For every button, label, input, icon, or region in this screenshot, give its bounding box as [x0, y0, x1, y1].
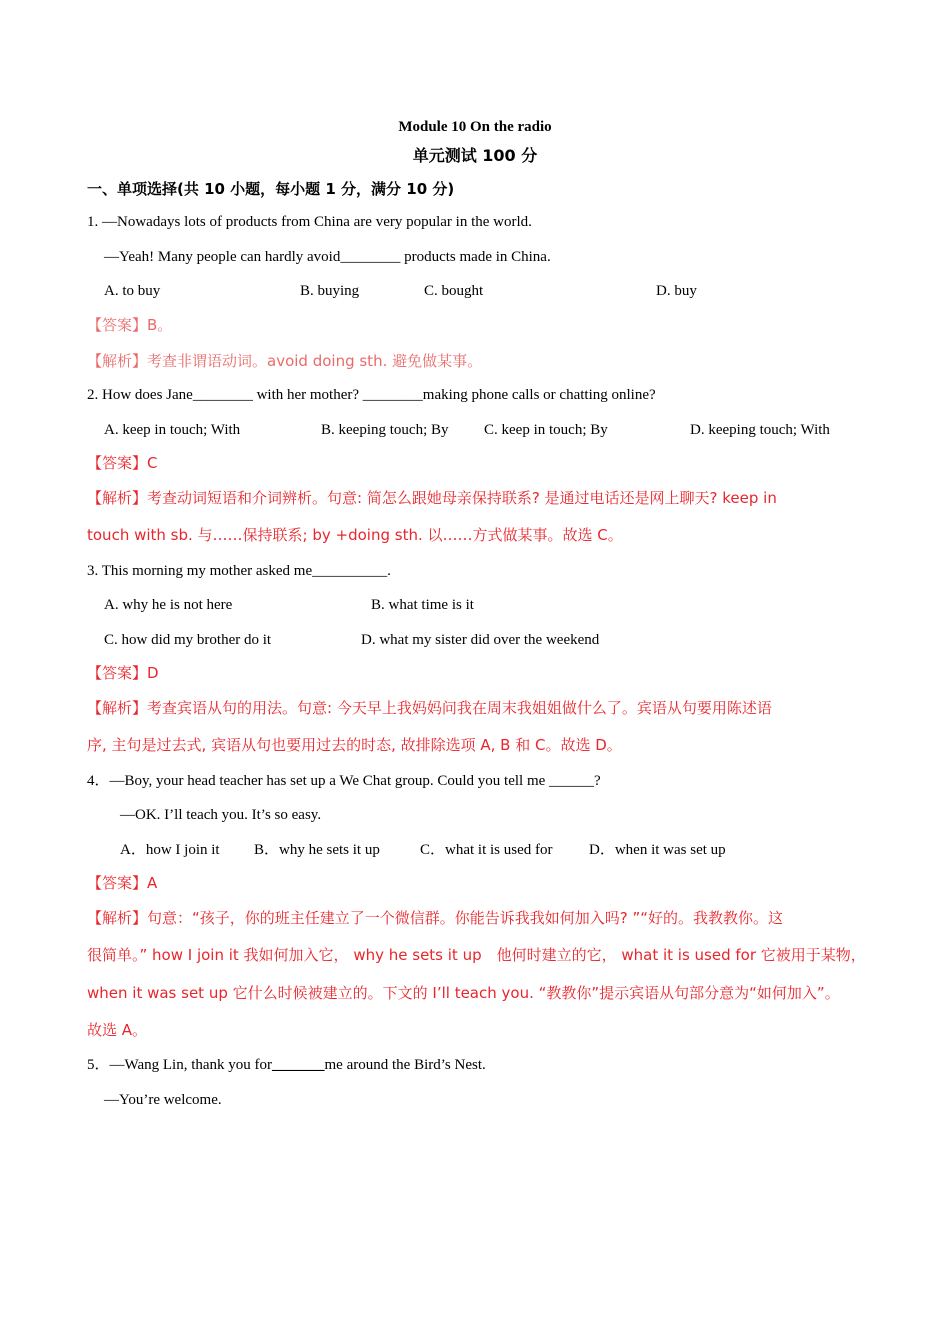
q1-option-c: C. bought — [424, 283, 484, 299]
q4-analysis-line1: 【解析】句意：“孩子，你的班主任建立了一个微信群。你能告诉我我如何加入吗? ”“好的。我教教你。这 — [87, 909, 784, 927]
q4-option-d: D．when it was set up — [589, 842, 726, 858]
q5-stem-start: 5．—Wang Lin, thank you for — [87, 1057, 273, 1073]
q4-analysis-line4: 故选 A。 — [87, 1021, 148, 1039]
q4-analysis-line3: when it was set up 它什么时候被建立的。下文的 I’ll teach you. “教教你”提示宾语从句部分意为“如何加入”。 — [87, 984, 840, 1002]
section-heading: 一、单项选择(共 10 小题，每小题 1 分，满分 10 分) — [87, 180, 455, 198]
q3-analysis-line2: 序, 主句是过去式, 宾语从句也要用过去的时态, 故排除选项 A, B 和 C。故选 D。 — [87, 736, 622, 754]
q2-analysis-line2: touch with sb. 与……保持联系; by +doing sth. 以……方式做某事。故选 C。 — [87, 526, 623, 544]
q3-answer: 【答案】D — [87, 664, 159, 682]
q2-answer: 【答案】C — [87, 454, 158, 472]
q5-stem — [87, 1055, 486, 1075]
q1-option-b: B. buying — [300, 283, 360, 299]
q5-blank: _______ — [272, 1057, 325, 1073]
q3-stem: 3. This morning my mother asked me__________. — [87, 563, 391, 579]
q1-option-a: A. to buy — [104, 283, 161, 299]
q1-option-d: D. buy — [656, 283, 697, 299]
q4-stem: 4．—Boy, your head teacher has set up a We Chat group. Could you tell me ______? — [87, 773, 601, 789]
q3-option-a: A. why he is not here — [104, 597, 233, 613]
q3-option-c: C. how did my brother do it — [104, 632, 272, 648]
page-title: Module 10 On the radio — [398, 119, 552, 135]
q1-response: —Yeah! Many people can hardly avoid________ products made in China. — [104, 249, 551, 265]
q3-option-d: D. what my sister did over the weekend — [361, 632, 600, 648]
q5-response: —You’re welcome. — [104, 1092, 222, 1108]
page-subtitle: 单元测试 100 分 — [412, 146, 538, 165]
q3-option-b: B. what time is it — [371, 597, 474, 613]
q4-analysis-line2: 很简单。” how I join it 我如何加入它， why he sets it up 他何时建立的它， what it is used for 它被用于某物， — [87, 946, 866, 964]
q3-analysis-line1: 【解析】考查宾语从句的用法。句意: 今天早上我妈妈问我在周末我姐姐做什么了。宾语从句要用陈述语 — [87, 699, 772, 717]
q5-stem-end: me around the Bird’s Nest. — [324, 1057, 486, 1073]
q2-option-a: A. keep in touch; With — [104, 422, 241, 438]
q2-analysis-line1: 【解析】考查动词短语和介词辨析。句意: 简怎么跟她母亲保持联系? 是通过电话还是网上聊天? keep in — [87, 489, 777, 507]
q2-option-b: B. keeping touch; By — [321, 422, 449, 438]
q4-option-b: B．why he sets it up — [254, 842, 380, 858]
q2-option-c: C. keep in touch; By — [484, 422, 608, 438]
q4-option-c: C．what it is used for — [420, 842, 553, 858]
q4-answer: 【答案】A — [87, 874, 158, 892]
q1-answer: 【答案】B。 — [87, 316, 173, 334]
q2-stem: 2. How does Jane________ with her mother? ________making phone calls or chatting online? — [87, 387, 656, 403]
q4-option-a: A．how I join it — [120, 842, 220, 858]
q1-stem: 1. —Nowadays lots of products from China are very popular in the world. — [87, 214, 532, 230]
q4-response: —OK. I’ll teach you. It’s so easy. — [120, 807, 322, 823]
q2-option-d: D. keeping touch; With — [690, 422, 830, 438]
q1-analysis: 【解析】考查非谓语动词。avoid doing sth. 避免做某事。 — [87, 352, 483, 370]
